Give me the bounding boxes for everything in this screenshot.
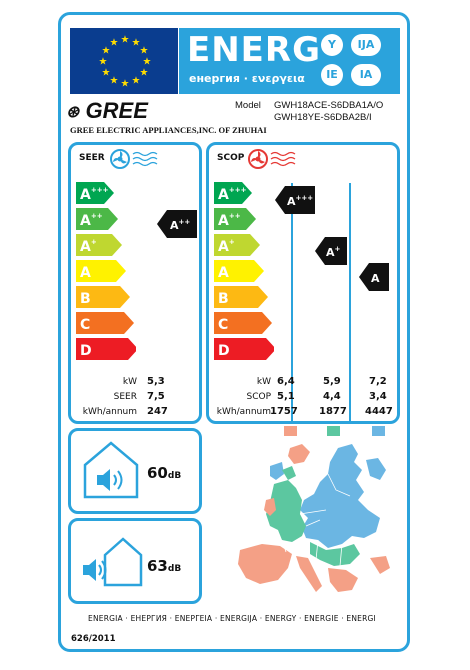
energy-class-arrow (76, 208, 118, 230)
model-indoor: GWH18ACE-S6DBA1A/O (274, 100, 384, 111)
energy-class-arrow (76, 234, 122, 256)
energy-class-arrow (214, 208, 256, 230)
heating-average-energy: 1877 (319, 406, 347, 417)
heating-colder-energy: 4447 (365, 406, 393, 417)
lang-code: IA (351, 64, 381, 86)
energy-class-arrow (76, 338, 136, 360)
heating-warmer-energy: 1757 (270, 406, 298, 417)
outdoor-noise-unit: dB (167, 564, 182, 574)
energy-class-arrow (214, 286, 268, 308)
energy-class-label: A+++ (218, 186, 247, 203)
eu-star-icon: ★ (101, 67, 111, 79)
indoor-unit-noise-icon (81, 439, 141, 501)
cooling-kw-value: 5,3 (147, 376, 165, 387)
energy-class-arrow (214, 338, 274, 360)
lang-code: IJA (351, 34, 381, 56)
energy-class-label: D (80, 343, 92, 359)
energy-class-arrow (214, 260, 264, 282)
eu-star-icon: ★ (131, 37, 141, 49)
heating-warmer-scop: 5,1 (277, 391, 295, 402)
energy-class-label: C (218, 317, 229, 333)
eu-star-icon: ★ (98, 56, 108, 68)
indoor-noise-number: 60 (147, 464, 168, 482)
eu-star-icon: ★ (109, 37, 119, 49)
energy-class-label: C (80, 317, 91, 333)
eu-star-icon: ★ (120, 34, 130, 46)
heating-colder-scop: 3,4 (369, 391, 387, 402)
energy-class-label: B (218, 291, 229, 307)
heating-class-text: A+++ (287, 194, 314, 208)
brand-logo (66, 98, 148, 124)
cooling-class-arrow (157, 210, 197, 238)
eu-star-icon: ★ (131, 75, 141, 87)
cooling-kw-label: kW (122, 377, 137, 387)
footer-languages: ENERGIA · ЕНЕРГИЯ · ΕΝΕΡΓΕΙΑ · ENERGIJA · ENERGY · ENERGIE · ENERGI (88, 614, 376, 623)
eu-star-icon: ★ (142, 56, 152, 68)
heating-energy-label: kWh/annum (216, 407, 271, 417)
indoor-noise-value (147, 464, 181, 482)
cooling-energy-label: kWh/annum (82, 407, 137, 417)
eu-star-icon: ★ (101, 45, 111, 57)
outdoor-noise-panel (68, 518, 202, 604)
energy-header (179, 28, 400, 94)
energy-class-label: D (218, 343, 230, 359)
heating-scale (214, 182, 274, 372)
cooling-scale (76, 182, 136, 372)
regulation-number: 626/2011 (71, 634, 116, 644)
zone-average-swatch (327, 426, 340, 436)
energy-class-label: A (80, 265, 91, 281)
eu-star-icon: ★ (109, 75, 119, 87)
energy-class-label: B (80, 291, 91, 307)
eu-star-icon: ★ (139, 45, 149, 57)
indoor-noise-unit: dB (167, 471, 182, 481)
column-divider (349, 183, 351, 423)
heating-class-text: A+ (326, 245, 341, 259)
heating-class-arrow-warmer (275, 186, 315, 214)
energy-class-label: A++ (80, 212, 103, 229)
eu-star-icon: ★ (139, 67, 149, 79)
energy-class-arrow (76, 182, 114, 204)
zone-colder-swatch (372, 426, 385, 436)
energy-class-arrow (214, 234, 260, 256)
energy-class-label: A+++ (80, 186, 109, 203)
energy-title: ENERG (187, 30, 321, 70)
energy-class-arrow (214, 312, 272, 334)
fan-heating-icon (247, 148, 303, 170)
eu-star-icon: ★ (120, 78, 130, 90)
outdoor-unit-noise-icon (79, 529, 145, 591)
gree-logo-icon: ⊛ (66, 104, 80, 122)
company-name: GREE ELECTRIC APPLIANCES,INC. OF ZHUHAI (70, 125, 267, 135)
heating-panel (206, 142, 400, 424)
heating-warmer-kw: 6,4 (277, 376, 295, 387)
cooling-energy-value: 247 (147, 406, 168, 417)
heating-kw-label: kW (256, 377, 271, 387)
fan-cooling-icon (109, 148, 165, 170)
energy-class-label: A+ (218, 238, 235, 255)
energy-class-arrow (76, 286, 130, 308)
heating-class-text: A (371, 272, 380, 285)
heating-class-arrow-average (315, 237, 347, 265)
heating-average-scop: 4,4 (323, 391, 341, 402)
column-divider (291, 183, 293, 423)
lang-code: IE (321, 64, 343, 86)
model-label: Model (235, 100, 261, 111)
energy-class-label: A (218, 265, 229, 281)
eu-stars-icon (70, 28, 178, 94)
outdoor-noise-number: 63 (147, 557, 168, 575)
energy-class-label: A+ (80, 238, 97, 255)
cooling-class-text: A++ (170, 218, 191, 232)
brand-name: GREE (85, 98, 148, 123)
model-outdoor: GWH18YE-S6DBA2B/I (274, 112, 372, 123)
lang-code: Y (321, 34, 343, 56)
cooling-seer-label: SEER (113, 392, 137, 402)
energy-class-arrow (76, 260, 126, 282)
energy-class-label: A++ (218, 212, 241, 229)
heating-class-arrow-colder (359, 263, 389, 291)
heating-colder-kw: 7,2 (369, 376, 387, 387)
eu-flag (70, 28, 178, 94)
outdoor-noise-value (147, 557, 181, 575)
heating-scop-label: SCOP (246, 392, 271, 402)
europe-climate-map-icon (230, 440, 400, 610)
scop-title: SCOP (217, 153, 245, 163)
energy-class-arrow (214, 182, 252, 204)
cooling-panel (68, 142, 202, 424)
energy-subtitle: енергия · ενεργεια (189, 72, 305, 85)
zone-warmer-swatch (284, 426, 297, 436)
energy-class-arrow (76, 312, 134, 334)
seer-title: SEER (79, 153, 105, 163)
indoor-noise-panel (68, 428, 202, 514)
heating-average-kw: 5,9 (323, 376, 341, 387)
cooling-seer-value: 7,5 (147, 391, 165, 402)
